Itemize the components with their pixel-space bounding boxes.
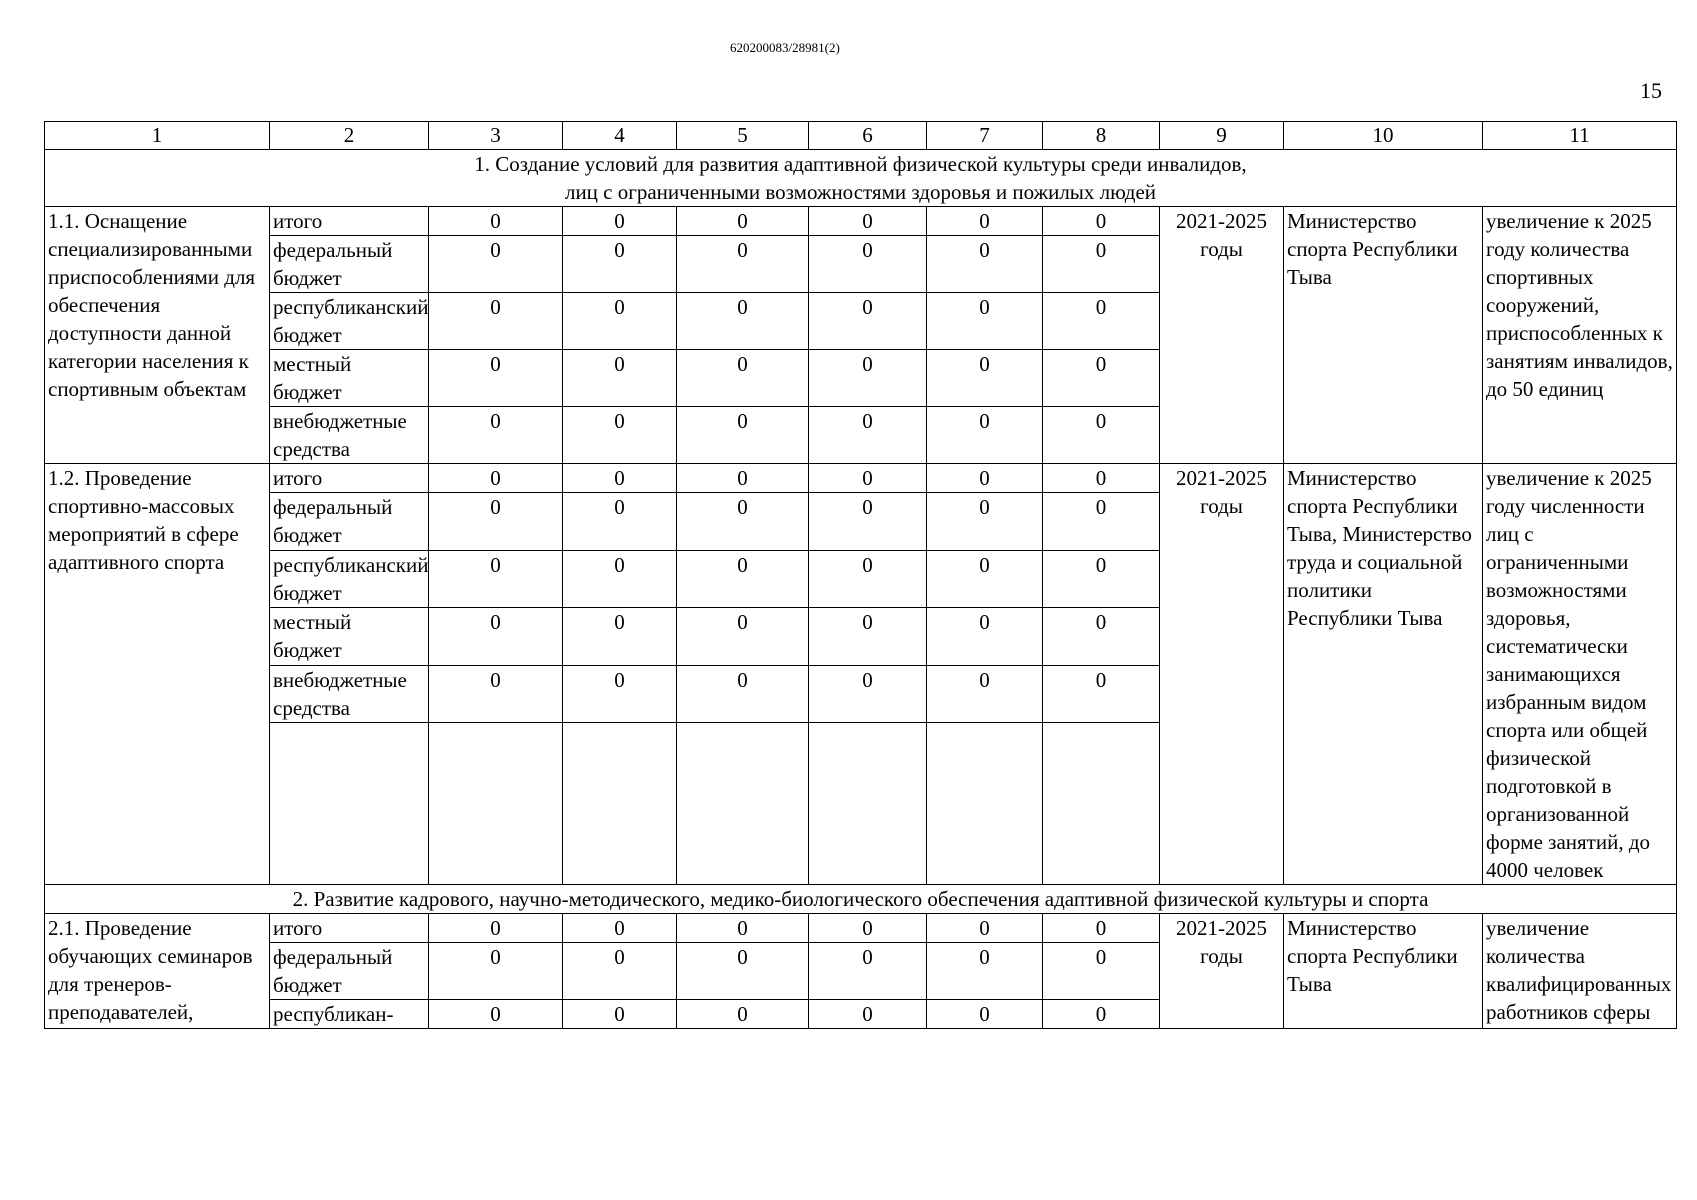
funding-value: 0 (1043, 407, 1160, 464)
funding-source: республиканский бюджет (270, 550, 429, 607)
funding-source: местный бюджет (270, 350, 429, 407)
section-title (45, 150, 1677, 207)
funding-value: 0 (677, 914, 809, 943)
column-header: 4 (563, 122, 677, 150)
funding-value: 0 (1043, 1000, 1160, 1029)
column-header: 9 (1160, 122, 1284, 150)
funding-value: 0 (563, 350, 677, 407)
expected-result: увеличение к 2025 году количества спортивных сооружений, приспособленных к занятиям инвалидов, до 50 единиц (1483, 207, 1677, 464)
funding-value: 0 (809, 608, 927, 665)
program-table (44, 121, 1677, 1029)
funding-value: 0 (677, 608, 809, 665)
measure-name: 2.1. Проведение обучающих семинаров для тренеров-преподавателей, (45, 914, 270, 1029)
column-header: 11 (1483, 122, 1677, 150)
funding-value: 0 (677, 665, 809, 722)
document-id: 620200083/28981(2) (730, 40, 840, 55)
funding-value: 0 (429, 350, 563, 407)
funding-value: 0 (563, 914, 677, 943)
funding-value: 0 (927, 608, 1043, 665)
funding-value: 0 (563, 293, 677, 350)
funding-value: 0 (1043, 943, 1160, 1000)
funding-value: 0 (563, 1000, 677, 1029)
funding-value: 0 (1043, 914, 1160, 943)
funding-value: 0 (563, 608, 677, 665)
funding-value: 0 (927, 493, 1043, 550)
table-row (45, 914, 1677, 943)
funding-value: 0 (677, 943, 809, 1000)
funding-value: 0 (429, 464, 563, 493)
funding-value: 0 (429, 236, 563, 293)
funding-value: 0 (677, 350, 809, 407)
funding-value: 0 (677, 207, 809, 236)
funding-value: 0 (809, 914, 927, 943)
funding-value: 0 (809, 293, 927, 350)
funding-source (270, 723, 429, 885)
funding-value: 0 (429, 1000, 563, 1029)
column-header: 1 (45, 122, 270, 150)
funding-value (677, 723, 809, 885)
funding-value: 0 (927, 236, 1043, 293)
section-title-line: лиц с ограниченными возможностями здоровья и пожилых людей (564, 180, 1157, 204)
column-header: 10 (1284, 122, 1483, 150)
measure-name: 1.1. Оснащение специализированными приспособлениями для обеспечения доступности данной категории населения к спортивным объектам (45, 207, 270, 464)
section-title-line: 2. Развитие кадрового, научно-методического, медико-биологического обеспечения адаптивной физической культуры и спорта (292, 887, 1429, 911)
funding-value: 0 (927, 914, 1043, 943)
funding-value: 0 (927, 207, 1043, 236)
implementation-period: 2021-2025 годы (1160, 464, 1284, 885)
funding-value: 0 (429, 207, 563, 236)
section-header-row (45, 885, 1677, 914)
expected-result: увеличение к 2025 году численности лиц с ограниченными возможностями здоровья, систематически занимающихся избранным видом спорта или общей физической подготовкой в организованной форме занятий, до 4000 человек (1483, 464, 1677, 885)
column-header: 8 (1043, 122, 1160, 150)
funding-value: 0 (429, 943, 563, 1000)
funding-value: 0 (1043, 236, 1160, 293)
column-header: 3 (429, 122, 563, 150)
funding-value: 0 (429, 914, 563, 943)
funding-value: 0 (809, 550, 927, 607)
implementation-period: 2021-2025 годы (1160, 914, 1284, 1029)
funding-value: 0 (429, 293, 563, 350)
section-title (45, 885, 1677, 914)
responsible-executor: Министерство спорта Республики Тыва (1284, 914, 1483, 1029)
funding-value (563, 723, 677, 885)
funding-value: 0 (563, 207, 677, 236)
funding-value: 0 (809, 407, 927, 464)
funding-source: внебюджетные средства (270, 407, 429, 464)
section-title-line: 1. Создание условий для развития адаптивной физической культуры среди инвалидов, (474, 152, 1247, 176)
funding-value: 0 (677, 293, 809, 350)
funding-value: 0 (1043, 350, 1160, 407)
funding-value: 0 (429, 608, 563, 665)
funding-source: федеральный бюджет (270, 493, 429, 550)
funding-value: 0 (677, 1000, 809, 1029)
funding-value: 0 (429, 550, 563, 607)
funding-value: 0 (809, 1000, 927, 1029)
funding-value: 0 (927, 293, 1043, 350)
funding-value: 0 (1043, 608, 1160, 665)
funding-source: республиканский бюджет (270, 293, 429, 350)
column-header: 5 (677, 122, 809, 150)
column-header: 7 (927, 122, 1043, 150)
expected-result: увеличение количества квалифицированных работников сферы (1483, 914, 1677, 1029)
funding-value (927, 723, 1043, 885)
funding-value: 0 (809, 207, 927, 236)
table-row (45, 464, 1677, 493)
funding-value: 0 (809, 236, 927, 293)
column-header: 2 (270, 122, 429, 150)
funding-value: 0 (429, 493, 563, 550)
funding-value: 0 (927, 943, 1043, 1000)
funding-value: 0 (809, 350, 927, 407)
funding-source: республикан- (270, 1000, 429, 1029)
funding-source: итого (270, 207, 429, 236)
funding-value: 0 (809, 464, 927, 493)
funding-value: 0 (809, 665, 927, 722)
funding-value: 0 (677, 493, 809, 550)
responsible-executor: Министерство спорта Республики Тыва, Министерство труда и социальной политики Республики Тыва (1284, 464, 1483, 885)
funding-value: 0 (563, 407, 677, 464)
funding-value: 0 (677, 407, 809, 464)
funding-value (1043, 723, 1160, 885)
funding-value: 0 (563, 943, 677, 1000)
funding-source: внебюджетные средства (270, 665, 429, 722)
funding-source: федеральный бюджет (270, 236, 429, 293)
funding-value: 0 (429, 407, 563, 464)
implementation-period: 2021-2025 годы (1160, 207, 1284, 464)
funding-value: 0 (809, 943, 927, 1000)
funding-value: 0 (927, 665, 1043, 722)
section-header-row (45, 150, 1677, 207)
funding-value: 0 (1043, 665, 1160, 722)
funding-value: 0 (809, 493, 927, 550)
funding-value: 0 (563, 236, 677, 293)
funding-value: 0 (677, 236, 809, 293)
funding-value: 0 (1043, 207, 1160, 236)
funding-source: итого (270, 464, 429, 493)
funding-value: 0 (1043, 550, 1160, 607)
funding-value: 0 (927, 464, 1043, 493)
responsible-executor: Министерство спорта Республики Тыва (1284, 207, 1483, 464)
funding-value: 0 (927, 407, 1043, 464)
funding-value: 0 (927, 550, 1043, 607)
funding-value (429, 723, 563, 885)
funding-value: 0 (563, 464, 677, 493)
funding-value: 0 (927, 350, 1043, 407)
column-header: 6 (809, 122, 927, 150)
funding-value: 0 (563, 665, 677, 722)
funding-value: 0 (1043, 293, 1160, 350)
funding-value: 0 (1043, 493, 1160, 550)
table-row (45, 207, 1677, 236)
funding-value (809, 723, 927, 885)
funding-value: 0 (563, 550, 677, 607)
funding-value: 0 (927, 1000, 1043, 1029)
measure-name: 1.2. Проведение спортивно-массовых мероприятий в сфере адаптивного спорта (45, 464, 270, 885)
funding-value: 0 (677, 464, 809, 493)
funding-source: итого (270, 914, 429, 943)
funding-value: 0 (1043, 464, 1160, 493)
funding-value: 0 (563, 493, 677, 550)
funding-source: федеральный бюджет (270, 943, 429, 1000)
funding-source: местный бюджет (270, 608, 429, 665)
funding-value: 0 (429, 665, 563, 722)
column-header-row (45, 122, 1677, 150)
funding-value: 0 (677, 550, 809, 607)
page-number: 15 (1640, 78, 1662, 103)
